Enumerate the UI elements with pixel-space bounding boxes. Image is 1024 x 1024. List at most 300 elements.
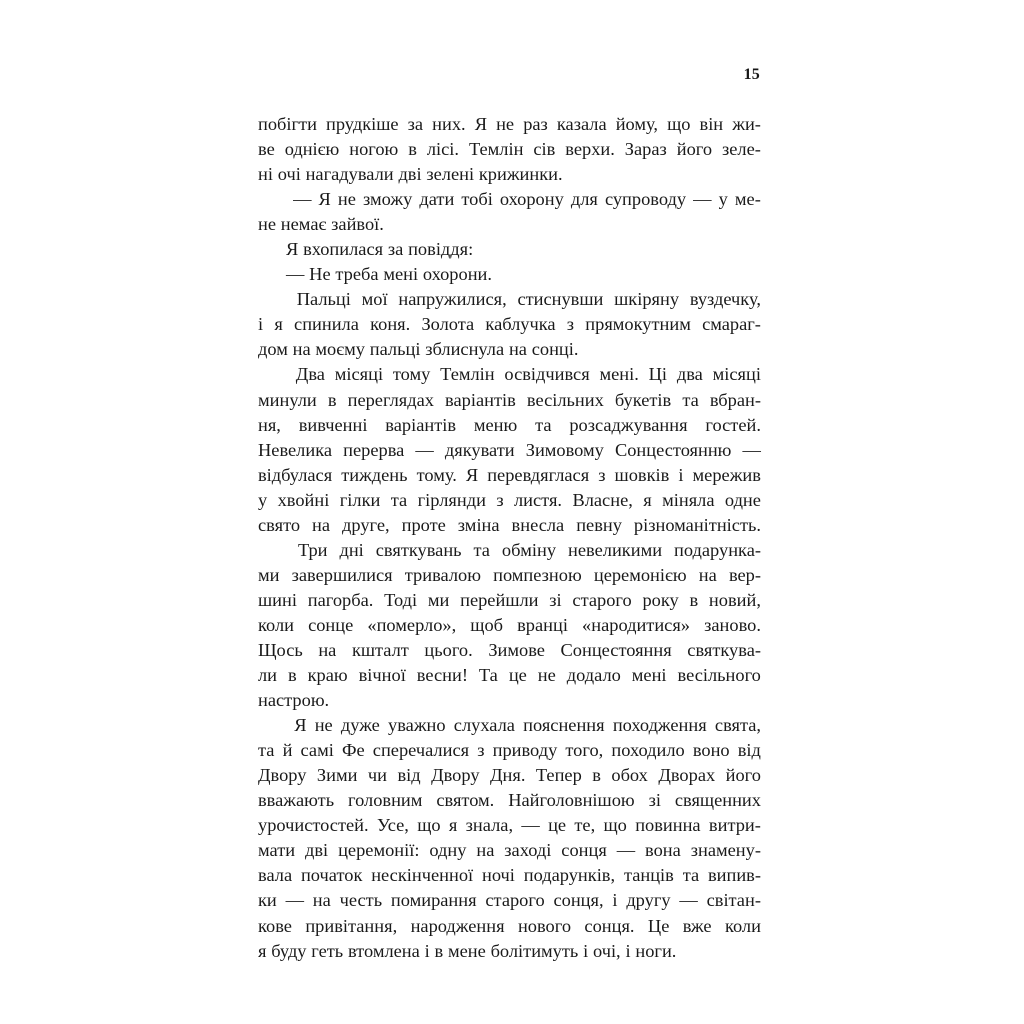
word: зі: [549, 589, 562, 610]
word: очі: [277, 164, 301, 185]
word: свято: [258, 514, 301, 535]
word: і: [612, 890, 618, 911]
word: дні: [339, 539, 364, 560]
word: Тепер: [535, 765, 582, 786]
text-line: [258, 763, 761, 788]
word: не: [537, 665, 556, 686]
word: та: [682, 389, 699, 410]
word: у: [258, 489, 268, 510]
text-line: [258, 638, 761, 663]
word: Власне,: [572, 489, 633, 510]
word: танців: [623, 865, 674, 886]
word: на: [312, 890, 331, 911]
word: сонця,: [553, 890, 604, 911]
word: в: [408, 139, 417, 160]
word: зайвої.: [331, 214, 384, 235]
word: це: [508, 665, 527, 686]
word: я: [258, 940, 267, 961]
word: свята,: [714, 715, 761, 736]
word: —: [742, 439, 761, 460]
word: мережив: [692, 464, 761, 485]
word: ня,: [258, 414, 281, 435]
word: Дня.: [489, 765, 526, 786]
word: різноманітність.: [633, 514, 761, 535]
word: Я: [294, 715, 307, 736]
word: повинна: [635, 815, 701, 836]
text-line: [258, 463, 761, 488]
word: весільного: [677, 665, 761, 686]
text-line: [258, 212, 761, 237]
word: в: [592, 765, 601, 786]
text-line: [258, 312, 761, 337]
word: на: [698, 564, 717, 585]
word: жи-: [732, 114, 761, 134]
word: —: [293, 189, 312, 210]
word: мене: [447, 940, 486, 961]
word: зеле-: [722, 139, 761, 160]
word: і: [678, 464, 684, 485]
text-line: [258, 187, 761, 212]
word: на: [292, 339, 311, 360]
word: з: [598, 464, 606, 485]
word: коли: [724, 915, 761, 936]
word: сонця.: [584, 915, 635, 936]
word: пояснення: [523, 715, 605, 736]
word: «померло»,: [367, 614, 457, 635]
word: супроводу: [604, 189, 687, 210]
word: честь: [339, 890, 383, 911]
word: ночі: [481, 865, 515, 886]
word: смараг-: [702, 314, 761, 335]
text-line: [258, 262, 761, 287]
word: випив-: [707, 865, 761, 886]
word: вер-: [728, 564, 761, 585]
word: —: [521, 815, 540, 836]
word: вивченні: [298, 414, 368, 435]
word: Щось: [258, 639, 303, 660]
word: одне: [724, 489, 761, 510]
word: знала,: [465, 815, 514, 836]
word: Двору: [258, 765, 307, 786]
word: заново.: [704, 614, 761, 635]
word: додало: [566, 665, 621, 686]
word: його: [676, 139, 713, 160]
word: святкувань: [375, 539, 462, 560]
word: помирання: [390, 890, 477, 911]
word: очі,: [592, 940, 621, 961]
word: проте: [401, 514, 446, 535]
word: дати: [419, 189, 455, 210]
word: Зараз: [624, 139, 667, 160]
word: невеликими: [568, 539, 663, 560]
text-line: [258, 137, 761, 162]
text-line: [258, 613, 761, 638]
word: на: [318, 639, 337, 660]
word: святкува-: [687, 639, 761, 660]
word: шовків: [614, 464, 670, 485]
word: казала: [556, 114, 607, 134]
word: щоб: [470, 614, 504, 635]
word: мені: [631, 665, 667, 686]
word: дякувати: [444, 439, 515, 460]
paragraph-indent: [258, 187, 286, 212]
word: тому.: [416, 464, 457, 485]
word: сонця: [561, 840, 607, 861]
word: з: [496, 489, 504, 510]
word: Золота: [421, 314, 475, 335]
word: церемонії:: [338, 840, 420, 861]
word: напружилися,: [398, 289, 507, 310]
text-line: [258, 362, 761, 387]
text-line: [258, 888, 761, 913]
word: ноги.: [635, 940, 677, 961]
word: Сонцестояння: [560, 639, 672, 660]
word: тому: [392, 364, 431, 385]
word: слухала: [453, 715, 515, 736]
word: за: [387, 239, 404, 260]
body-text-column: [258, 112, 761, 964]
word: —: [616, 840, 636, 861]
text-line: [258, 588, 761, 613]
word: Пальці: [296, 289, 351, 310]
word: зблиснула: [425, 339, 505, 360]
word: на: [476, 840, 495, 861]
word: прудкіше: [326, 114, 399, 134]
word: походило: [611, 740, 685, 761]
word: зі: [648, 790, 661, 811]
word: цього.: [424, 639, 473, 660]
paragraph-indent: [258, 362, 286, 387]
word: краю: [307, 665, 348, 686]
word: початок: [300, 865, 363, 886]
word: чи: [367, 765, 387, 786]
text-line: [258, 287, 761, 312]
word: внесла: [511, 514, 565, 535]
word: охорону: [499, 189, 564, 210]
word: місяці: [334, 364, 384, 385]
word: прямокутним: [585, 314, 691, 335]
word: та: [390, 489, 408, 510]
word: дуже: [340, 715, 380, 736]
word: міняла: [662, 489, 715, 510]
word: нескінченної: [371, 865, 474, 886]
word: в: [689, 589, 699, 610]
word: шкіряну: [614, 289, 680, 310]
word: світан-: [706, 890, 761, 911]
word: дом: [258, 339, 288, 360]
word: лісі.: [426, 139, 460, 160]
word: привітання,: [305, 915, 398, 936]
text-line: [258, 813, 761, 838]
word: не: [314, 715, 333, 736]
word: друге,: [342, 514, 390, 535]
word: Та: [478, 665, 498, 686]
word: вранці: [517, 614, 568, 635]
word: вона: [645, 840, 681, 861]
word: геть: [311, 940, 344, 961]
word: тривалою: [404, 564, 481, 585]
word: Найголовнішою: [508, 790, 635, 811]
text-line: [258, 939, 761, 964]
word: та: [535, 414, 552, 435]
page-number: 15: [743, 66, 760, 83]
text-line: [258, 788, 761, 813]
word: побігти: [258, 114, 317, 134]
word: в: [287, 665, 297, 686]
text-line: [258, 162, 761, 187]
word: вважають: [258, 790, 335, 811]
word: я: [448, 815, 458, 836]
word: переглядах: [347, 389, 434, 410]
word: помпезною: [493, 564, 582, 585]
word: зможу: [363, 189, 413, 210]
word: ли: [258, 665, 278, 686]
word: Я: [286, 239, 299, 260]
word: Усе,: [376, 815, 409, 836]
word: Зимовому: [525, 439, 604, 460]
word: —: [415, 439, 434, 460]
text-line: [258, 663, 761, 688]
word: Це: [647, 915, 670, 936]
word: Ці: [648, 364, 668, 385]
word: уважно: [388, 715, 446, 736]
text-line: [258, 688, 761, 713]
word: що: [667, 114, 691, 134]
word: завершилися: [291, 564, 393, 585]
text-lines: [258, 112, 761, 964]
text-line: [258, 337, 761, 362]
text-line: [258, 914, 761, 939]
text-line: [258, 513, 761, 538]
word: від: [737, 740, 761, 761]
word: вала: [258, 865, 293, 886]
word: нагадували: [305, 164, 394, 185]
word: що: [417, 815, 441, 836]
word: церемонією: [593, 564, 687, 585]
word: це: [548, 815, 567, 836]
word: кшталт: [351, 639, 409, 660]
word: на: [508, 339, 527, 360]
word: відбулася: [258, 464, 333, 485]
word: перевдяглася: [487, 464, 590, 485]
word: коня.: [370, 314, 411, 335]
word: болітимуть: [490, 940, 579, 961]
word: я: [643, 489, 652, 510]
text-line: [258, 413, 761, 438]
word: Дворах: [658, 765, 716, 786]
word: охорони.: [422, 264, 492, 285]
word: весни!: [416, 665, 468, 686]
word: другу: [626, 890, 671, 911]
word: не: [258, 214, 277, 235]
word: не: [337, 189, 356, 210]
word: ве: [258, 139, 275, 160]
word: —: [679, 890, 698, 911]
word: витри-: [708, 815, 761, 836]
word: Три: [297, 539, 328, 560]
word: у: [718, 189, 728, 210]
paragraph-indent: [258, 538, 286, 563]
word: перейшли: [460, 589, 539, 610]
word: Зимове: [488, 639, 545, 660]
word: букетів: [614, 389, 672, 410]
word: сонці.: [531, 339, 579, 360]
word: в: [434, 940, 444, 961]
word: для: [570, 189, 598, 210]
text-line: [258, 863, 761, 888]
word: року: [642, 589, 679, 610]
word: заході: [504, 840, 552, 861]
word: крижинки.: [478, 164, 563, 185]
word: варіантів: [445, 389, 516, 410]
word: та: [682, 865, 700, 886]
word: гостей.: [705, 414, 761, 435]
word: раз: [523, 114, 548, 134]
word: листя.: [514, 489, 563, 510]
word: весільних: [526, 389, 604, 410]
paragraph-indent: [258, 262, 286, 287]
word: певну: [576, 514, 622, 535]
word: на: [312, 514, 331, 535]
word: й: [282, 740, 293, 761]
word: місяці: [712, 364, 761, 385]
word: них.: [432, 114, 466, 134]
word: вуздечку,: [689, 289, 761, 310]
word: та: [473, 539, 490, 560]
word: обох: [611, 765, 648, 786]
word: втомлена: [347, 940, 420, 961]
word: Двору: [431, 765, 480, 786]
word: два: [676, 364, 703, 385]
word: Зими: [316, 765, 358, 786]
word: того,: [565, 740, 604, 761]
text-line: [258, 488, 761, 513]
word: Фе: [341, 740, 365, 761]
word: те,: [574, 815, 596, 836]
word: і: [424, 940, 430, 961]
text-line: [258, 237, 761, 262]
word: подарунків,: [523, 865, 616, 886]
word: дві: [305, 840, 329, 861]
word: Я: [474, 114, 488, 134]
word: урочистостей.: [258, 815, 369, 836]
word: ні: [258, 164, 273, 185]
word: новий,: [708, 589, 761, 610]
text-line: [258, 112, 761, 137]
word: і: [625, 940, 631, 961]
word: і: [583, 940, 589, 961]
word: сів: [533, 139, 556, 160]
word: в: [327, 389, 337, 410]
word: моєму: [315, 339, 365, 360]
word: святом.: [436, 790, 495, 811]
word: воно: [692, 740, 730, 761]
word: приводу: [492, 740, 558, 761]
word: з: [566, 314, 575, 335]
text-line: [258, 838, 761, 863]
word: ми: [427, 589, 450, 610]
word: його: [725, 765, 761, 786]
word: народження: [410, 915, 505, 936]
word: та: [258, 740, 275, 761]
word: Тоді: [384, 589, 418, 610]
word: шині: [258, 589, 297, 610]
word: хвойні: [277, 489, 330, 510]
text-line: [258, 713, 761, 738]
word: дві: [398, 164, 422, 185]
word: не: [496, 114, 515, 134]
paragraph-indent: [258, 237, 286, 262]
word: Невелика: [258, 439, 333, 460]
word: зелені: [426, 164, 475, 185]
word: перерва: [343, 439, 405, 460]
word: буду: [271, 940, 307, 961]
word: гілки: [339, 489, 381, 510]
word: обміну: [501, 539, 557, 560]
word: настрою.: [258, 690, 330, 711]
word: Я: [318, 189, 331, 210]
word: старого: [572, 589, 632, 610]
word: —: [285, 890, 304, 911]
word: вічної: [358, 665, 406, 686]
word: Темлін: [440, 364, 495, 385]
text-line: [258, 538, 761, 563]
word: треба: [335, 264, 379, 285]
word: повіддя:: [408, 239, 474, 260]
word: мої: [361, 289, 388, 310]
word: Темлін: [468, 139, 524, 160]
word: —: [693, 189, 712, 210]
word: немає: [280, 214, 327, 235]
word: минули: [258, 389, 317, 410]
text-line: [258, 738, 761, 763]
word: тиждень: [341, 464, 408, 485]
word: подарунка-: [674, 539, 761, 560]
word: Два: [295, 364, 325, 385]
word: від: [397, 765, 421, 786]
word: нового: [517, 915, 572, 936]
word: варіантів: [385, 414, 457, 435]
word: він: [699, 114, 724, 134]
word: стиснувши: [517, 289, 604, 310]
word: вже: [682, 915, 712, 936]
word: самі: [300, 740, 334, 761]
word: розсаджування: [569, 414, 688, 435]
text-line: [258, 438, 761, 463]
word: що: [603, 815, 627, 836]
word: ки: [258, 890, 277, 911]
word: йому,: [615, 114, 658, 134]
word: зміна: [457, 514, 500, 535]
word: за: [407, 114, 424, 134]
word: «народитися»: [582, 614, 691, 635]
word: я: [274, 314, 283, 335]
word: пагорба.: [307, 589, 374, 610]
word: вбран-: [709, 389, 761, 410]
word: сперечалися: [372, 740, 470, 761]
word: священних: [674, 790, 761, 811]
word: мені.: [599, 364, 639, 385]
text-line: [258, 563, 761, 588]
word: вхопилася: [303, 239, 384, 260]
word: Сонцестоянню: [614, 439, 732, 460]
word: однією: [284, 139, 340, 160]
word: пальці: [369, 339, 421, 360]
word: меню: [473, 414, 518, 435]
text-line: [258, 388, 761, 413]
word: —: [286, 264, 305, 285]
word: знамену-: [690, 840, 761, 861]
